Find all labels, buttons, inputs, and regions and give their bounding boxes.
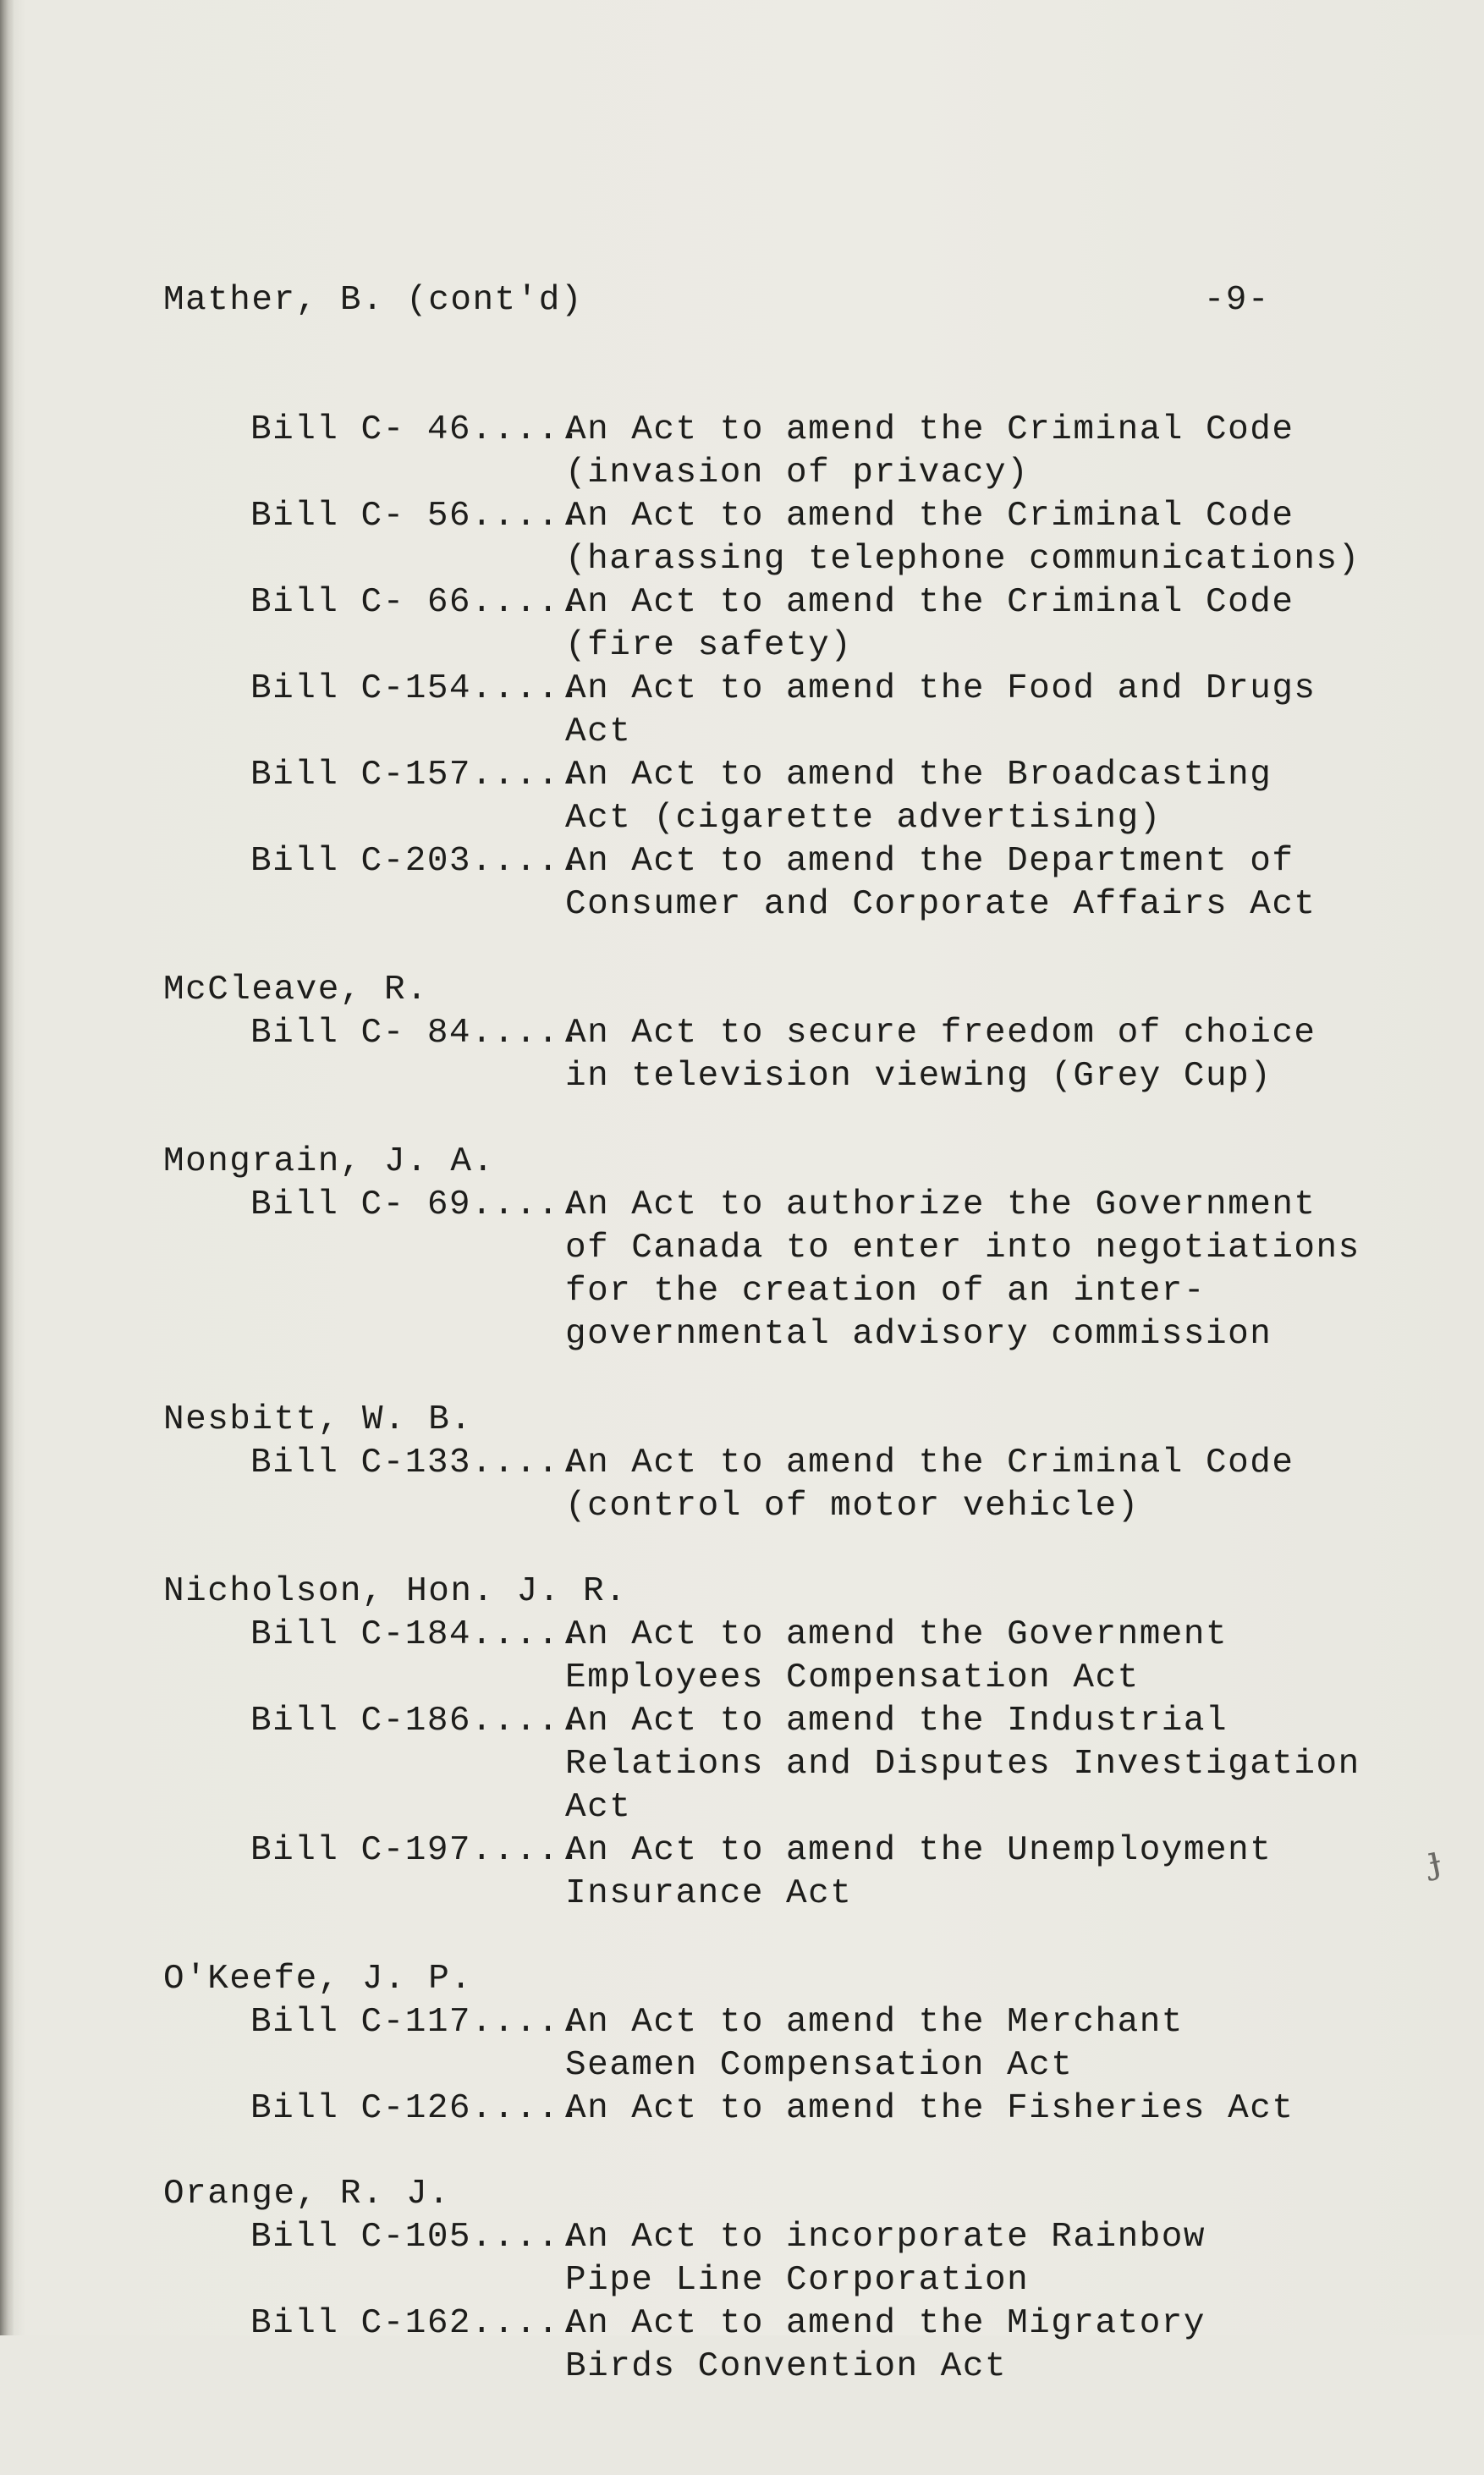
member-section (163, 2173, 1365, 2389)
member-section (163, 1570, 1365, 1916)
bill-title-line: in television viewing (Grey Cup) (565, 1057, 1272, 1096)
bill-title-line: Consumer and Corporate Affairs Act (565, 885, 1316, 924)
bill-title-line: An Act to amend the Broadcasting (565, 756, 1272, 795)
member-section (163, 1399, 1365, 1528)
member-name: McCleave, R. (163, 971, 429, 1009)
bill-number: Bill C- 84..... (250, 1014, 582, 1053)
bill-number: Bill C-105..... (250, 2218, 582, 2257)
bill-entry (163, 1012, 1365, 1098)
member-section (163, 1958, 1365, 2131)
bill-number: Bill C-186..... (250, 1702, 582, 1741)
bill-title-line: Employees Compensation Act (565, 1658, 1140, 1697)
bill-entry (163, 2216, 1365, 2302)
page-number: -9- (1203, 281, 1270, 320)
member-name: Nesbitt, W. B. (163, 1400, 473, 1439)
bill-number: Bill C-117..... (250, 2003, 582, 2042)
member-name: Orange, R. J. (163, 2175, 451, 2214)
bill-title-line: An Act to amend the Migratory (565, 2304, 1206, 2343)
member-name: Mongrain, J. A. (163, 1142, 495, 1181)
bill-title-line: (invasion of privacy) (565, 454, 1030, 492)
bill-number: Bill C-154..... (250, 669, 582, 708)
member-section (163, 969, 1365, 1098)
bill-title (565, 1700, 1360, 1829)
bill-number: Bill C-157..... (250, 756, 582, 795)
bill-title (565, 1442, 1294, 1528)
bill-entry (163, 1442, 1365, 1528)
bill-entry (163, 2302, 1365, 2389)
bill-entry (163, 1614, 1365, 1700)
bill-title-line: Seamen Compensation Act (565, 2046, 1074, 2085)
bill-title-line: Act (cigarette advertising) (565, 799, 1162, 838)
handwritten-margin-mark: ɟ (1423, 1837, 1445, 1882)
bill-number: Bill C-203..... (250, 842, 582, 881)
bill-title-line: (fire safety) (565, 626, 853, 665)
bill-title (565, 2216, 1206, 2302)
bill-title-line: (control of motor vehicle) (565, 1487, 1140, 1526)
bill-entry (163, 581, 1365, 668)
bill-title (565, 2302, 1206, 2389)
bill-title-line: governmental advisory commission (565, 1315, 1272, 1354)
bill-entry (163, 2001, 1365, 2087)
bill-title-line: Birds Convention Act (565, 2347, 1008, 2386)
bill-title-line: An Act to amend the Department of (565, 842, 1294, 881)
bill-number: Bill C- 66..... (250, 583, 582, 622)
bill-title-line: An Act to amend the Criminal Code (565, 410, 1294, 449)
bill-title-line: Act (565, 1788, 632, 1827)
bill-title-line: Insurance Act (565, 1874, 853, 1913)
bill-title-line: An Act to amend the Criminal Code (565, 583, 1294, 622)
member-section (163, 409, 1365, 927)
bill-number: Bill C- 46..... (250, 410, 582, 449)
bill-entry (163, 409, 1365, 495)
continued-member-heading: Mather, B. (cont'd) (163, 281, 583, 320)
bill-title (565, 2087, 1294, 2131)
bill-title (565, 754, 1272, 840)
bill-title (565, 581, 1294, 668)
bill-title (565, 1184, 1360, 1356)
bill-number: Bill C-162..... (250, 2304, 582, 2343)
bill-number: Bill C-126..... (250, 2089, 582, 2128)
bill-title-line: An Act to secure freedom of choice (565, 1014, 1316, 1053)
bill-title-line: An Act to amend the Criminal Code (565, 1444, 1294, 1482)
bill-entry (163, 1700, 1365, 1829)
bill-title (565, 668, 1316, 754)
bill-title (565, 1614, 1228, 1700)
bill-number: Bill C-133..... (250, 1444, 582, 1482)
bill-listing (163, 193, 1365, 2475)
page-header (163, 279, 1270, 322)
bill-title-line: An Act to amend the Government (565, 1615, 1228, 1654)
bill-title-line: An Act to amend the Merchant (565, 2003, 1184, 2042)
bill-title-line: An Act to amend the Food and Drugs (565, 669, 1316, 708)
bill-title-line: An Act to amend the Criminal Code (565, 497, 1294, 536)
member-section (163, 1141, 1365, 1356)
bill-entry (163, 840, 1365, 927)
bill-number: Bill C- 69..... (250, 1185, 582, 1224)
bill-title-line: An Act to authorize the Government (565, 1185, 1316, 1224)
member-name: Nicholson, Hon. J. R. (163, 1572, 628, 1611)
bill-title-line: for the creation of an inter- (565, 1272, 1206, 1311)
bill-title-line: An Act to amend the Fisheries Act (565, 2089, 1294, 2128)
bill-title-line: Act (565, 712, 632, 751)
bill-title-line: An Act to incorporate Rainbow (565, 2218, 1206, 2257)
bill-entry (163, 2087, 1365, 2131)
member-list (163, 409, 1365, 2389)
bill-number: Bill C-184..... (250, 1615, 582, 1654)
member-name: O'Keefe, J. P. (163, 1960, 473, 1999)
bill-title (565, 840, 1316, 927)
bill-number: Bill C-197..... (250, 1831, 582, 1870)
bill-title (565, 2001, 1184, 2087)
bill-title (565, 1012, 1316, 1098)
bill-title (565, 1829, 1272, 1916)
bill-entry (163, 1184, 1365, 1356)
bill-title-line: Pipe Line Corporation (565, 2261, 1030, 2300)
bill-title (565, 495, 1360, 581)
bill-number: Bill C- 56..... (250, 497, 582, 536)
bill-title-line: An Act to amend the Unemployment (565, 1831, 1272, 1870)
bill-title-line: (harassing telephone communications) (565, 540, 1360, 579)
bill-entry (163, 754, 1365, 840)
bill-title-line: Relations and Disputes Investigation (565, 1745, 1360, 1784)
bill-entry (163, 1829, 1365, 1916)
bill-title-line: of Canada to enter into negotiations (565, 1229, 1360, 1268)
binding-edge (0, 0, 14, 2335)
bill-entry (163, 495, 1365, 581)
bill-title-line: An Act to amend the Industrial (565, 1702, 1228, 1741)
bill-title (565, 409, 1294, 495)
bill-entry (163, 668, 1365, 754)
